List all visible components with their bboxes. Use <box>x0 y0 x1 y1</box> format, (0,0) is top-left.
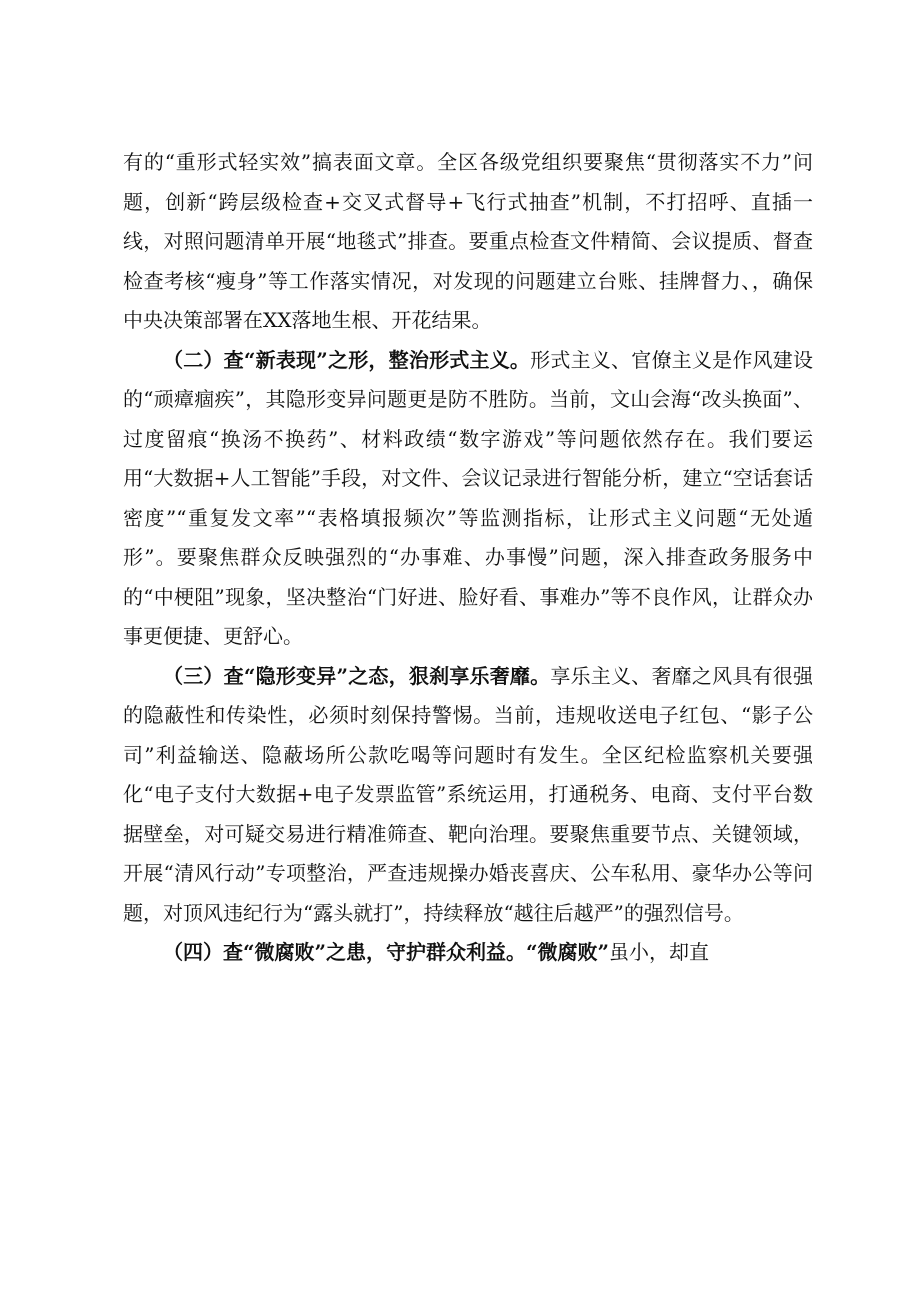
paragraph-2 <box>123 341 813 657</box>
paragraph-4 <box>123 933 813 973</box>
paragraph-1-text: 有的“重形式轻实效”搞表面文章。全区各级党组织要聚焦“贯彻落实不力”问题，创新“跨层级检查+交叉式督导+飞行式抽查”机制，不打招呼、直插一线，对照问题清单开展“地毯式”排查。要重点检查文件精简、会议提质、督查检查考核“瘦身”等工作落实情况，对发现的问题建立台账、挂牌督力、，确保中央决策部署在XX落地生根、开花结果。 <box>123 150 813 332</box>
document-body <box>123 143 813 973</box>
paragraph-3-text: 享乐主义、奢靡之风具有很强的隐蔽性和传染性，必须时刻保持警惕。当前，违规收送电子红包、“影子公司”利益输送、隐蔽场所公款吃喝等问题时有发生。全区纪检监察机关要强化“电子支付大数据+电子发票监管”系统运用，打通税务、电商、支付平台数据壁垒，对可疑交易进行精准筛查、靶向治理。要聚焦重要节点、关键领域，开展“清风行动”专项整治，严查违规操办婚丧喜庆、公车私用、豪华办公等问题，对顶风违纪行为“露头就打”，持续释放“越往后越严”的强烈信号。 <box>123 663 813 925</box>
section-heading-3: （三）查“隐形变异”之态，狠刹享乐奢靡。 <box>163 663 551 688</box>
paragraph-3 <box>123 657 813 934</box>
paragraph-2-text: 形式主义、官僚主义是作风建设的“顽瘴痼疾”，其隐形变异问题更是防不胜防。当前，文山会海“改头换面”、过度留痕“换汤不换药”、材料政绩“数字游戏”等问题依然存在。我们要运用“大数据+人工智能”手段，对文件、会议记录进行智能分析，建立“空话套话密度”“重复发文率”“表格填报频次”等监测指标，让形式主义问题“无处遁形”。要聚焦群众反映强烈的“办事难、办事慢”问题，深入排查政务服务中的“中梗阻”现象，坚决整治“门好进、脸好看、事难办”等不良作风，让群众办事更便捷、更舒心。 <box>123 347 813 648</box>
paragraph-1 <box>123 143 813 341</box>
paragraph-4-text: 虽小，却直 <box>609 940 710 964</box>
section-heading-4: （四）查“微腐败”之患，守护群众利益。“微腐败” <box>163 940 610 964</box>
section-heading-2: （二）查“新表现”之形，整治形式主义。 <box>163 347 531 372</box>
